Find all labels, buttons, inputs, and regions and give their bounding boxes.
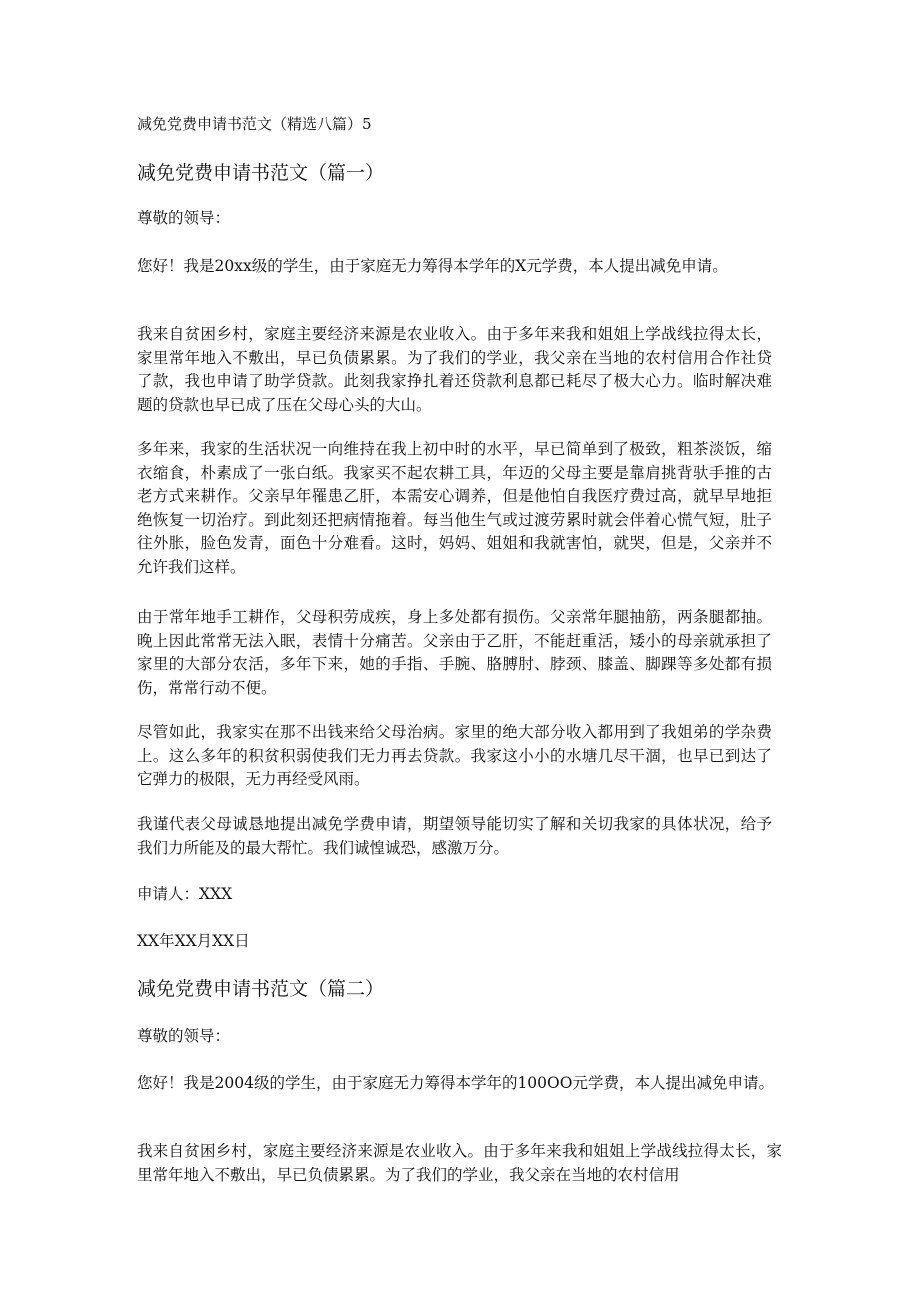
section-heading-1: 减免党费申请书范文（篇一）: [137, 162, 385, 184]
section-heading-2: 减免党费申请书范文（篇二）: [137, 978, 385, 1000]
paragraph-1-1: 您好！我是20xx级的学生，由于家庭无力筹得本学年的X元学费，本人提出减免申请。: [137, 257, 728, 275]
paragraph-1-2: 我来自贫困乡村，家庭主要经济来源是农业收入。由于多年来我和姐姐上学战线拉得太长，家里常年地入不敷出，早已负债累累。为了我们的学业，我父亲在当地的农村信用合作社贷了款，我也申请了助学贷款。此刻我家挣扎着还贷款利息都已耗尽了极大心力。临时解决难题的贷款也早已成了压在父母心头的大山。: [137, 325, 772, 414]
paragraph-2-2: 我来自贫困乡村，家庭主要经济来源是农业收入。由于多年来我和姐姐上学战线拉得太长，家里常年地入不敷出，早已负债累累。为了我们的学业，我父亲在当地的农村信用: [137, 1142, 782, 1184]
paragraph-1-4: 由于常年地手工耕作，父母积劳成疾，身上多处都有损伤。父亲常年腿抽筋，两条腿都抽。晚上因此常常无法入眠，表情十分痛苦。父亲由于乙肝，不能赶重活，矮小的母亲就承担了家里的大部分农活，多年下来，她的手指、手腕、胳膊肘、脖颈、膝盖、脚踝等多处都有损伤，常常行动不便。: [137, 608, 772, 697]
salutation-1: 尊敬的领导：: [137, 209, 231, 227]
application-date: XX年XX月XX日: [137, 932, 250, 950]
paragraph-2-1: 您好！我是2004级的学生，由于家庭无力筹得本学年的100OO元学费，本人提出减免申请。: [137, 1074, 774, 1092]
paragraph-1-3: 多年来，我家的生活状况一向维持在我上初中时的水平，早已简单到了极致，粗茶淡饭，缩衣缩食，朴素成了一张白纸。我家买不起农耕工具，年迈的父母主要是靠肩挑背驮手推的古老方式来耕作。父亲早年罹患乙肝，本需安心调养，但是他怕自我医疗费过高，就早早地拒绝恢复一切治疗。到此刻还把病情拖着。每当他生气或过渡劳累时就会伴着心慌气短，肚子往外胀，脸色发青，面色十分难看。这时，妈妈、姐姐和我就害怕，就哭，但是，父亲并不允许我们这样。: [137, 440, 772, 576]
document-title: 减免党费申请书范文（精选八篇）5: [137, 115, 372, 133]
salutation-2: 尊敬的领导：: [137, 1027, 231, 1045]
paragraph-1-6: 我谨代表父母诚恳地提出减免学费申请，期望领导能切实了解和关切我家的具体状况，给予我们力所能及的最大帮忙。我们诚惶诚恐，感激万分。: [137, 815, 772, 857]
applicant-signature: 申请人：XXX: [137, 885, 233, 903]
paragraph-1-5: 尽管如此，我家实在那不出钱来给父母治病。家里的绝大部分收入都用到了我姐弟的学杂费上。这么多年的积贫积弱使我们无力再去贷款。我家这小小的水塘几尽干涸，也早已到达了它弹力的极限，无力再经受风雨。: [137, 723, 772, 788]
